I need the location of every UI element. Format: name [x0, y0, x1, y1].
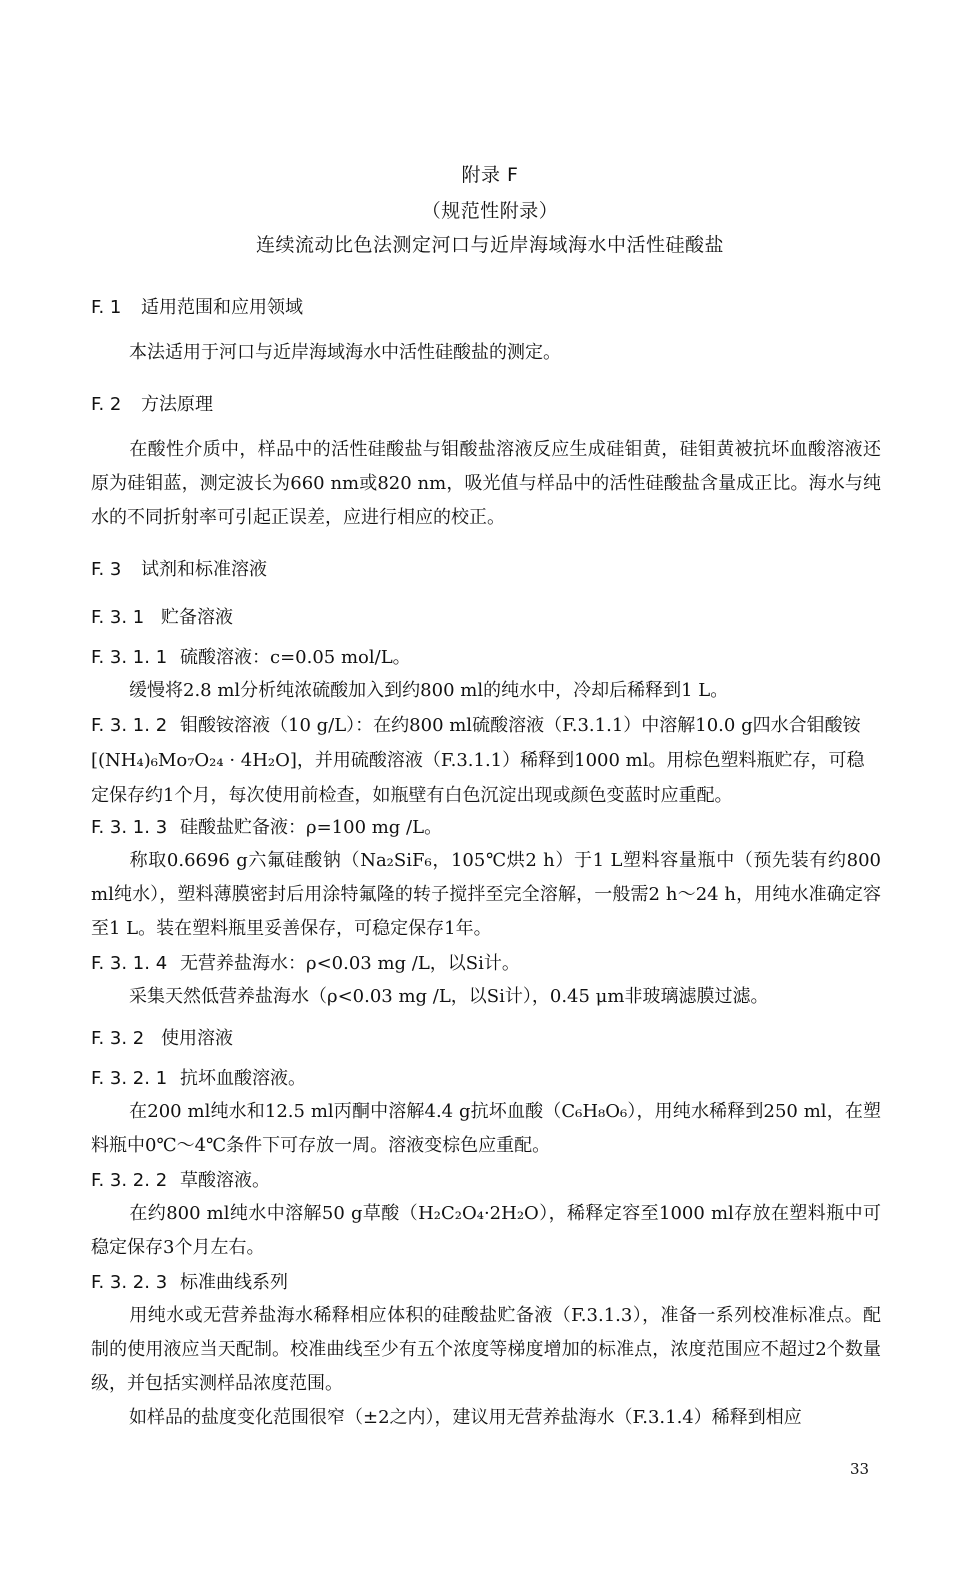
- item-f322: [91, 1163, 881, 1198]
- item-f311: [91, 640, 881, 675]
- section-heading-f1: [91, 293, 303, 319]
- paragraph-f322: [91, 1197, 881, 1265]
- item-number: F. 3. 1. 2: [91, 715, 168, 736]
- paragraph-text: 用纯水或无营养盐海水稀释相应体积的硅酸盐贮备液（F.3.1.3），准备一系列校准标准点。配制的使用液应当天配制。校准曲线至少有五个浓度等梯度增加的标准点，浓度范围应不超过2个数量级，并包括实测样品浓度范围。: [91, 1305, 881, 1394]
- item-f323: [91, 1265, 881, 1300]
- section-heading-f3: [91, 555, 267, 581]
- section-heading-f31: [91, 603, 233, 629]
- section-number: F. 2: [91, 394, 122, 415]
- item-number: F. 3. 2. 3: [91, 1272, 168, 1293]
- appendix-label: 附录 F: [461, 164, 519, 186]
- paragraph-text: 如样品的盐度变化范围很窄（±2之内），建议用无营养盐海水（F.3.1.4）稀释到相应: [129, 1407, 802, 1428]
- section-title: 试剂和标准溶液: [141, 559, 267, 580]
- item-text: 钼酸铵溶液（10 g/L）：在约800 ml硫酸溶液（F.3.1.1）中溶解10.0 g四水合钼酸铵[(NH₄)₆Mo₇O₂₄ · 4H₂O]，并用硫酸溶液（F.3.1.1）稀释到1000 ml。用棕色塑料瓶贮存，可稳定保存约1个月，每次使用前检查，如瓶壁有白色沉淀出现或颜色变蓝时应重配。: [91, 715, 865, 806]
- item-f314: [91, 946, 881, 981]
- section-number: F. 3: [91, 559, 122, 580]
- item-number: F. 3. 1. 4: [91, 953, 168, 974]
- item-f321: [91, 1061, 881, 1096]
- paragraph-text: 缓慢将2.8 ml分析纯浓硫酸加入到约800 ml的纯水中，冷却后稀释到1 L。: [129, 680, 729, 701]
- item-f313: [91, 810, 881, 845]
- item-text: 硅酸盐贮备液：ρ=100 mg /L。: [180, 817, 443, 838]
- item-text: 硫酸溶液：c=0.05 mol/L。: [180, 647, 411, 668]
- page-number: 33: [850, 1460, 870, 1478]
- paragraph-text: 在约800 ml纯水中溶解50 g草酸（H₂C₂O₄·2H₂O），稀释定容至1000 ml存放在塑料瓶中可稳定保存3个月左右。: [91, 1203, 881, 1258]
- item-number: F. 3. 1. 3: [91, 817, 168, 838]
- section-number: F. 1: [91, 297, 122, 318]
- item-text: 抗坏血酸溶液。: [180, 1068, 306, 1089]
- paragraph-f321: [91, 1095, 881, 1163]
- section-heading-f32: [91, 1024, 233, 1050]
- appendix-type: （规范性附录）: [421, 200, 559, 222]
- paragraph-f323-2: [91, 1401, 881, 1435]
- paragraph-f313: [91, 844, 881, 946]
- paragraph-text: 在酸性介质中，样品中的活性硅酸盐与钼酸盐溶液反应生成硅钼黄，硅钼黄被抗坏血酸溶液还原为硅钼蓝，测定波长为660 nm或820 nm，吸光值与样品中的活性硅酸盐含量成正比。海水与纯水的不同折射率可引起正误差，应进行相应的校正。: [91, 439, 881, 528]
- item-text: 无营养盐海水：ρ<0.03 mg /L，以Si计。: [180, 953, 520, 974]
- item-text: 标准曲线系列: [180, 1272, 288, 1293]
- paragraph-text: 本法适用于河口与近岸海域海水中活性硅酸盐的测定。: [129, 342, 561, 363]
- section-title: 贮备溶液: [161, 607, 233, 628]
- paragraph-f311: [91, 674, 881, 708]
- item-number: F. 3. 1. 1: [91, 647, 168, 668]
- paragraph-f2: [91, 433, 881, 535]
- item-number: F. 3. 2. 1: [91, 1068, 168, 1089]
- paragraph-text: 采集天然低营养盐海水（ρ<0.03 mg /L，以Si计），0.45 μm非玻璃滤膜过滤。: [129, 986, 769, 1007]
- section-number: F. 3. 2: [91, 1028, 145, 1049]
- item-number: F. 3. 2. 2: [91, 1170, 168, 1191]
- paragraph-f314: [91, 980, 881, 1014]
- paragraph-f323: [91, 1299, 881, 1401]
- item-text: 草酸溶液。: [180, 1170, 270, 1191]
- section-title: 适用范围和应用领域: [141, 297, 303, 318]
- paragraph-text: 称取0.6696 g六氟硅酸钠（Na₂SiF₆，105℃烘2 h）于1 L塑料容量瓶中（预先装有约800 ml纯水），塑料薄膜密封后用涂特氟隆的转子搅拌至完全溶解，一般需2 h～24 h，用纯水准确定容至1 L。装在塑料瓶里妥善保存，可稳定保存1年。: [91, 850, 881, 939]
- appendix-title: 连续流动比色法测定河口与近岸海域海水中活性硅酸盐: [255, 234, 724, 256]
- paragraph-text: 在200 ml纯水和12.5 ml丙酮中溶解4.4 g抗坏血酸（C₆H₈O₆），用纯水稀释到250 ml，在塑料瓶中0℃～4℃条件下可存放一周。溶液变棕色应重配。: [91, 1101, 881, 1156]
- paragraph-f1: [91, 336, 881, 370]
- section-number: F. 3. 1: [91, 607, 145, 628]
- item-f312: [91, 708, 881, 813]
- section-title: 方法原理: [141, 394, 213, 415]
- section-title: 使用溶液: [161, 1028, 233, 1049]
- section-heading-f2: [91, 390, 213, 416]
